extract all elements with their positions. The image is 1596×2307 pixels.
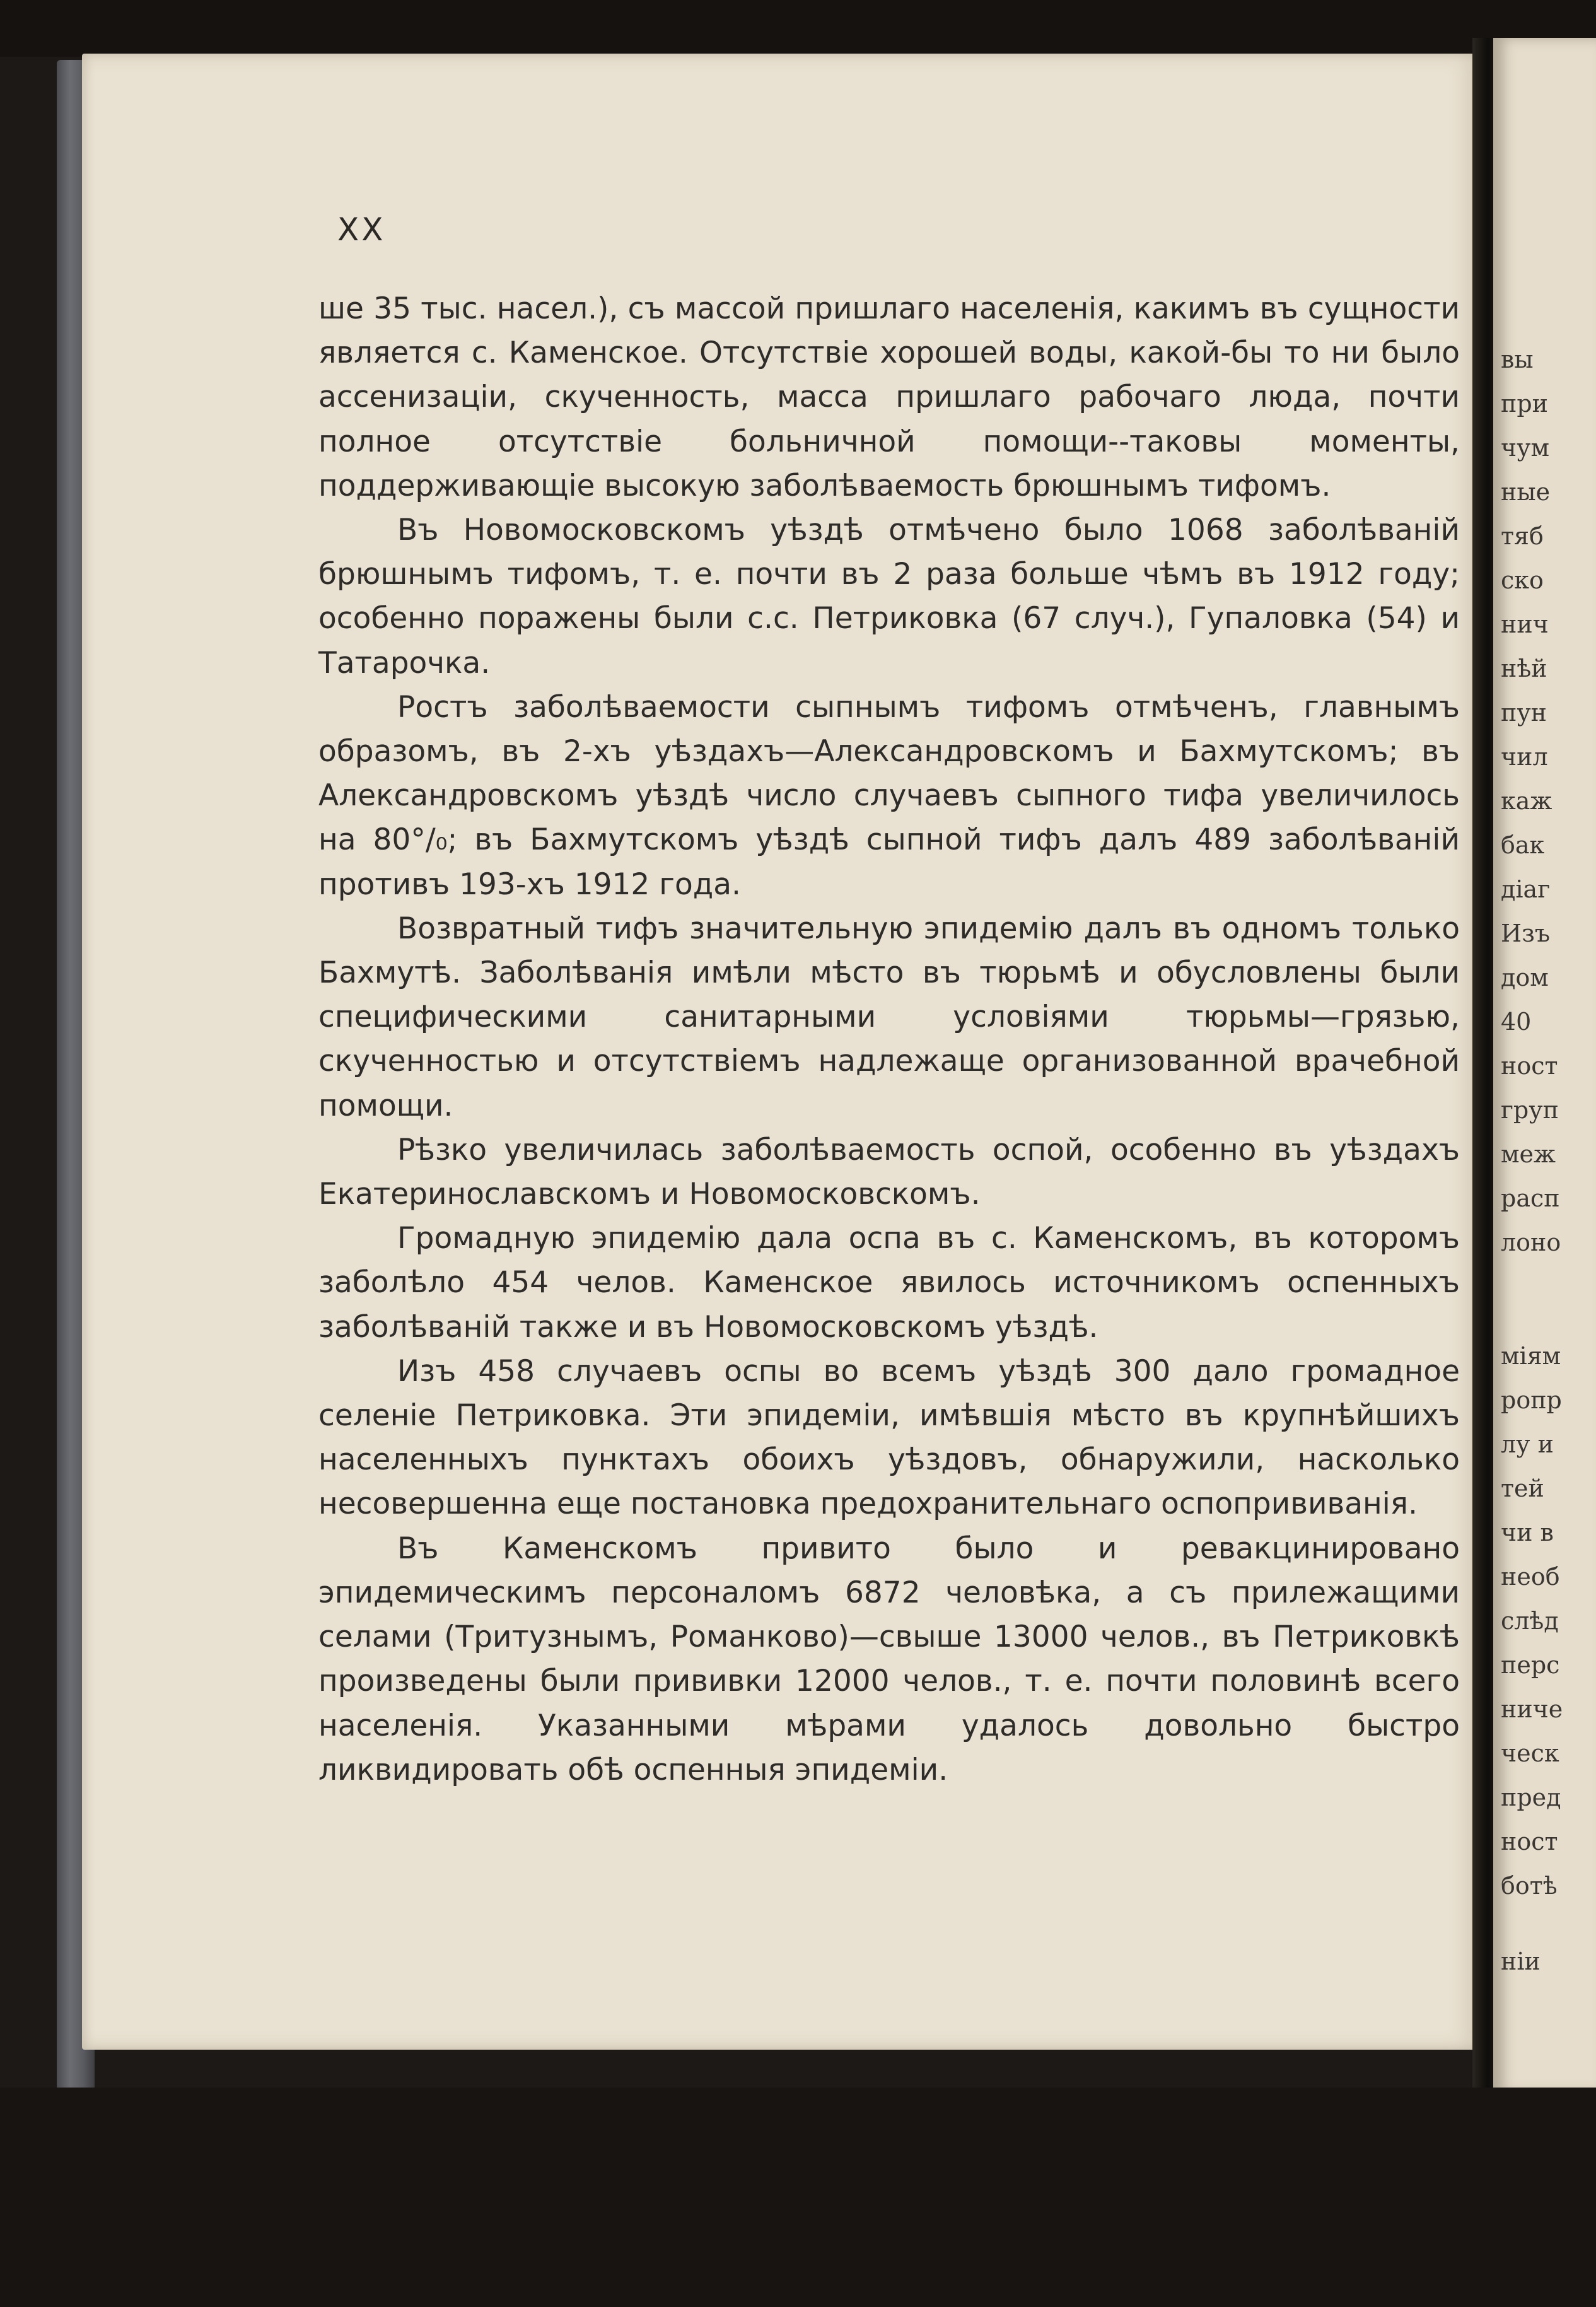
right-page-line: ниче [1501,1695,1563,1723]
paragraph-3: Ростъ заболѣваемости сыпнымъ тифомъ отмѣченъ, главнымъ образомъ, въ 2-хъ уѣздахъ—Александровскомъ и Бахмутскомъ; въ Александровскомъ уѣздѣ число случаевъ сыпного тифа увеличилось на 80°/₀; въ Бахмутскомъ уѣздѣ сыпной тифъ далъ 489 заболѣваній противъ 193-хъ 1912 года. [318,689,1460,902]
right-page-line: лу и [1501,1430,1554,1458]
right-page-line: діаг [1501,875,1551,903]
paragraph-1: ше 35 тыс. насел.), съ массой пришлаго населенія, какимъ въ сущности является с. Каменское. Отсутствіе хорошей воды, какой-бы то ни было ассенизаціи, скученность, масса пришлаго рабочаго люда, почти полное отсутствіе больничной помощи--таковы моменты, поддерживающіе высокую заболѣваемость брюшнымъ тифомъ. [318,291,1460,503]
right-page-line: перс [1501,1651,1560,1679]
right-page-line: 40 [1501,1008,1532,1036]
right-page-line: пун [1501,699,1547,727]
right-page-line: необ [1501,1563,1560,1591]
right-page-line: вы [1501,346,1534,373]
right-page-line: тяб [1501,522,1544,550]
right-page-line: груп [1501,1096,1559,1124]
right-page-line: меж [1501,1140,1556,1168]
right-page-line: ропр [1501,1386,1562,1414]
paragraph-6: Громадную эпидемію дала оспа въ с. Каменскомъ, въ которомъ заболѣло 454 челов. Каменское явилось источникомъ оспенныхъ заболѣваній также и въ Новомосковскомъ уѣздѣ. [318,1221,1460,1345]
scan-background-top [0,0,1596,57]
right-page-line: нич [1501,610,1549,638]
right-page-line: ност [1501,1828,1558,1855]
right-page-line: чи в [1501,1519,1554,1546]
right-page-line: тей [1501,1475,1544,1502]
scan-background-bottom [0,2088,1596,2307]
paragraph-8: Въ Каменскомъ привито было и ревакцинировано эпидемическимъ персоналомъ 6872 человѣка, а съ прилежащими селами (Тритузнымъ, Романково)—свыше 13000 челов., въ Петриковкѣ произведены были прививки 12000 челов., т. е. почти половинѣ всего населенія. Указанными мѣрами удалось довольно быстро ликвидировать обѣ оспенныя эпидеміи. [318,1531,1460,1787]
right-page-line: пред [1501,1784,1561,1811]
page-body-text [318,287,1460,1792]
right-page-line: ніи [1501,1948,1541,1975]
paragraph-5: Рѣзко увеличилась заболѣваемость оспой, особенно въ уѣздахъ Екатеринославскомъ и Новомосковскомъ. [318,1132,1460,1212]
right-page-line: ботѣ [1501,1872,1558,1900]
right-page-line: расп [1501,1184,1560,1212]
page-number: XX [337,211,386,248]
right-page [1493,38,1596,2094]
right-page-line: ско [1501,566,1544,594]
right-page-line: лоно [1501,1229,1561,1256]
right-page-line: нѣй [1501,655,1547,682]
right-page-line: ческ [1501,1739,1559,1767]
paragraph-7: Изъ 458 случаевъ оспы во всемъ уѣздѣ 300 дало громадное селеніе Петриковка. Эти эпидеміи, имѣвшія мѣсто въ крупнѣйшихъ населенныхъ пунктахъ обоихъ уѣздовъ, обнаружили, насколько несовершенна еще постановка предохранительнаго оспопрививанія. [318,1353,1460,1522]
paragraph-4: Возвратный тифъ значительную эпидемію далъ въ одномъ только Бахмутѣ. Заболѣванія имѣли мѣсто въ тюрьмѣ и обусловлены были специфическими санитарными условіями тюрьмы—грязью, скученностью и отсутствіемъ надлежаще организованной врачебной помощи. [318,911,1460,1123]
paragraph-2: Въ Новомосковскомъ уѣздѣ отмѣчено было 1068 заболѣваній брюшнымъ тифомъ, т. е. почти въ 2 раза больше чѣмъ въ 1912 году; особенно поражены были с.с. Петриковка (67 случ.), Гупаловка (54) и Татарочка. [318,513,1460,680]
right-page-line: дом [1501,964,1549,991]
right-page-line: при [1501,390,1548,418]
right-page-line: чил [1501,743,1548,771]
right-page-line: чум [1501,434,1550,462]
right-page-line: Изъ [1501,920,1551,947]
right-page-line: бак [1501,831,1545,859]
right-page-line: слѣд [1501,1607,1559,1635]
right-page-line: міям [1501,1342,1561,1370]
right-page-line: ные [1501,478,1551,506]
right-page-line: ност [1501,1052,1558,1080]
right-page-line: каж [1501,787,1552,815]
